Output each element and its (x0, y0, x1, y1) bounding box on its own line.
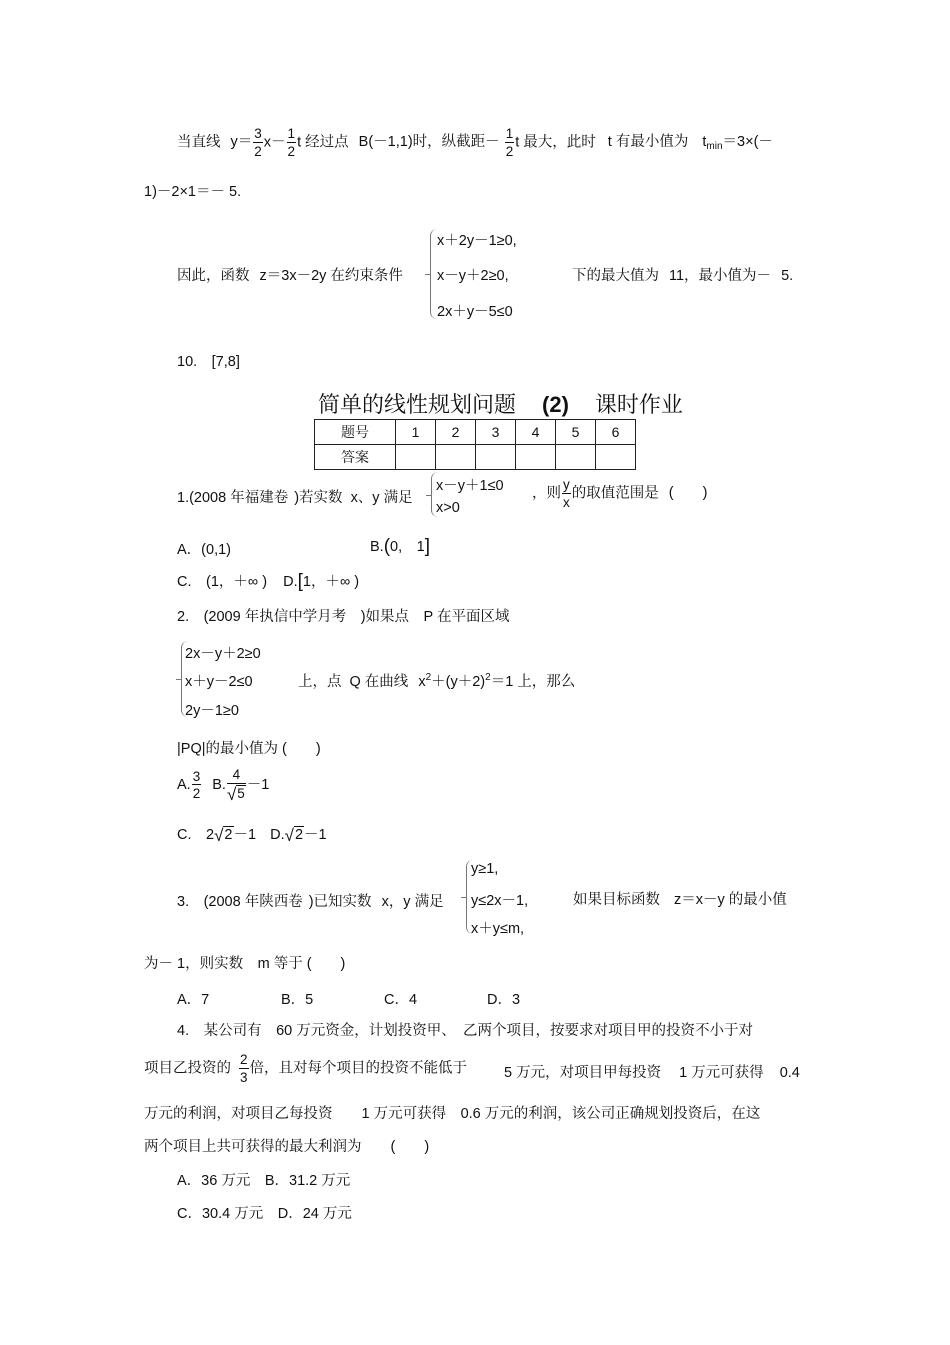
answer-cell[interactable] (396, 445, 436, 470)
fraction-y-x: $\frac{y}{x}$ (563, 477, 570, 510)
q4-option-cd: C．30.4 万元 D．24 万元 (177, 1206, 352, 1222)
q4-line-4: 两个项目上共可获得的最大利润为 ( ) (144, 1139, 430, 1155)
q1-stem: 1.(2008 年福建卷 )若实数 x、y 满足 (177, 490, 413, 506)
sqrt-2: √2 (214, 826, 233, 845)
table-row (315, 445, 636, 470)
q3-option-d: D．3 (487, 992, 521, 1008)
table-cell: 答案 (315, 445, 396, 470)
fraction-1-2b: $\frac{1}{2}$ (505, 126, 514, 159)
sqrt-5: √5 (226, 784, 245, 804)
table-cell: 题号 (315, 420, 396, 445)
q1-constraint-2: x>0 (436, 500, 460, 516)
q3-constraint-2: y≤2x－1, (471, 893, 529, 909)
answer-cell[interactable] (596, 445, 636, 470)
q4-line-2-tail: 5 万元，对项目甲每投资 1 万元可获得 0.4 (504, 1065, 800, 1081)
q2-line-3: |PQ|的最小值为 ( ) (177, 741, 321, 757)
answer-10: 10. [7,8] (177, 354, 240, 370)
q1-stem-tail: ，则 $\frac{y}{x}$ 的取值范围是 ( ) (532, 477, 708, 510)
q3-stem: 3. (2008 年陕西卷 )已知实数 x，y 满足 (177, 894, 444, 910)
answer-cell[interactable] (476, 445, 516, 470)
q3-option-b: B．5 (281, 992, 314, 1008)
q1-option-cd: C. (1，＋∞ ) D.[1，＋∞ ) (177, 571, 360, 592)
q1-constraint-1: x－y＋1≤0 (436, 478, 504, 494)
q2-constraint-1: 2x－y＋2≥0 (185, 646, 261, 662)
q3-line-2: 为－ 1，则实数 m 等于 ( ) (144, 956, 346, 972)
prev-line-2: 1)－2×1＝－ 5. (144, 184, 242, 200)
t-min: $t_{min}=3\times(-$ (702, 134, 773, 153)
answer-cell[interactable] (516, 445, 556, 470)
prev-line-1: 当直线 y＝ $\frac{3}{2}$ x－ $\frac{1}{2}$ t 经过点 B(－1,1)时，纵截距－ $\frac{1}{2}$ t 最大，此时 t 有最小值为 $t_{min}=3\times(-$ (177, 126, 773, 159)
q4-line-1: 4. 某公司有 60 万元资金，计划投资甲、 乙两个项目，按要求对项目甲的投资不小于对 (177, 1023, 753, 1039)
table-cell: 5 (556, 420, 596, 445)
table-cell: 3 (476, 420, 516, 445)
prev-line-3-result: 下的最大值为 11，最小值为－ 5. (572, 268, 794, 284)
fraction-4-sqrt5: $\frac{4}{√5}$ (226, 767, 245, 804)
q2-mid: 上，点 Q 在曲线 $x^2+(y+2)^2=1$ 上，那么 (298, 672, 576, 690)
table-cell: 4 (516, 420, 556, 445)
table-row (315, 420, 636, 445)
q3-option-c: C．4 (384, 992, 418, 1008)
q4-line-2: 项目乙投资的 $\frac{2}{3}$ 倍，且对每个项目的投资不能低于 (144, 1052, 468, 1085)
q3-constraint-3: x＋y≤m, (471, 921, 525, 937)
q2-option-ab: A. $\frac{3}{2}$ B. $\frac{4}{√5}$ －1 (177, 767, 270, 804)
answer-cell[interactable] (436, 445, 476, 470)
q1-option-b: B.(0, 1] (370, 536, 430, 557)
q2-stem: 2. (2009 年执信中学月考 )如果点 P 在平面区域 (177, 609, 510, 625)
left-brace (430, 229, 437, 319)
fraction-1-2: $\frac{1}{2}$ (287, 126, 296, 159)
sqrt-2: √2 (284, 826, 304, 845)
q3-stem-tail: 如果目标函数 z＝x－y 的最小值 (573, 892, 787, 908)
table-cell: 2 (436, 420, 476, 445)
q1-option-a: A．(0,1) (177, 542, 231, 558)
answer-cell[interactable] (556, 445, 596, 470)
answer-table (314, 419, 636, 470)
fraction-3-2: $\frac{3}{2}$ (192, 768, 201, 802)
fraction-3-2: $\frac{3}{2}$ (254, 126, 262, 159)
q4-option-ab: A．36 万元 B．31.2 万元 (177, 1173, 351, 1189)
q2-option-cd: C. 2√2－1 D.√2－1 (177, 826, 327, 845)
prev-line-3: 因此，函数 z＝3x－2y 在约束条件 (177, 268, 403, 284)
page-title: 简单的线性规划问题 (2) 课时作业 (318, 392, 683, 418)
constraint-2: x－y＋2≥0, (437, 268, 509, 284)
table-cell: 1 (396, 420, 436, 445)
q2-constraint-2: x＋y－2≤0 (185, 674, 253, 690)
table-cell: 6 (596, 420, 636, 445)
fraction-2-3: $\frac{2}{3}$ (240, 1052, 248, 1085)
constraint-3: 2x＋y－5≤0 (437, 304, 513, 320)
q3-option-a: A．7 (177, 992, 210, 1008)
q4-line-3: 万元的利润，对项目乙每投资 1 万元可获得 0.6 万元的利润，该公司正确规划投资后，在这 (144, 1106, 761, 1122)
q3-constraint-1: y≥1, (471, 861, 499, 877)
q2-constraint-3: 2y－1≥0 (185, 703, 239, 719)
constraint-1: x＋2y－1≥0, (437, 233, 517, 249)
